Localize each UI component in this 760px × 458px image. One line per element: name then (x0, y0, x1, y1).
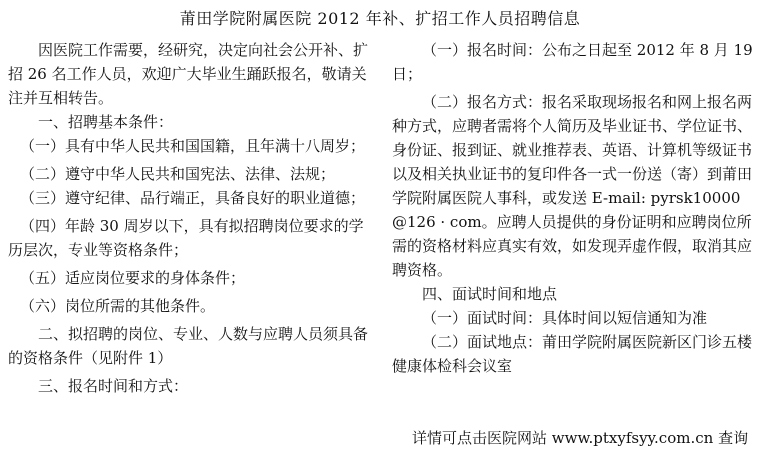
section-heading-positions: 二、拟招聘的岗位、专业、人数与应聘人员须具备的资格条件（见附件 1） (8, 325, 369, 367)
registration-time: （一）报名时间：公布之日起至 2012 年 8 月 19 日； (392, 41, 753, 83)
interview-place: （二）面试地点：莆田学院附属医院新区门诊五楼健康体检科会议室 (392, 333, 753, 375)
condition-1: （一）具有中华人民共和国国籍，且年满十八周岁； (20, 137, 366, 155)
left-column (8, 38, 370, 398)
interview-time: （一）面试时间：具体时间以短信通知为准 (422, 309, 708, 327)
condition-3: （三）遵守纪律、品行端正，具备良好的职业道德； (20, 189, 366, 207)
registration-method: （二）报名方式：报名采取现场报名和网上报名两种方式，应聘者需将个人简历及毕业证书、学位证书、身份证、报到证、就业推荐表、英语、计算机等级证书以及相关执业证书的复印件各一式一份送（寄）到莆田学院附属医院人事科，或发送 E-mail: pyrsk10000 @126 · com。应聘人员提供的身份证明和应聘岗位所需的资格材料应真实有效，如发现弄虚作假，取消其应聘资格。 (392, 93, 753, 279)
condition-5: （五）适应岗位要求的身体条件； (20, 269, 246, 287)
condition-6: （六）岗位所需的其他条件。 (20, 297, 216, 315)
section-heading-interview: 四、面试时间和地点 (422, 285, 558, 303)
website-link[interactable]: 详情可点击医院网站 www.ptxyfsyy.com.cn 查询 (412, 429, 749, 447)
intro-paragraph: 因医院工作需要，经研究，决定向社会公开补、扩招 26 名工作人员，欢迎广大毕业生踊跃报名，敬请关注并互相转告。 (8, 41, 369, 107)
section-heading-registration: 三、报名时间和方式： (38, 377, 189, 395)
condition-2: （二）遵守中华人民共和国宪法、法律、法规； (20, 165, 336, 183)
page-title: 莆田学院附属医院 2012 年补、扩招工作人员招聘信息 (179, 9, 581, 28)
right-column (392, 38, 754, 378)
condition-4: （四）年龄 30 周岁以下，具有拟招聘岗位要求的学历层次，专业等资格条件； (8, 217, 364, 259)
section-heading-requirements: 一、招聘基本条件： (38, 113, 174, 131)
